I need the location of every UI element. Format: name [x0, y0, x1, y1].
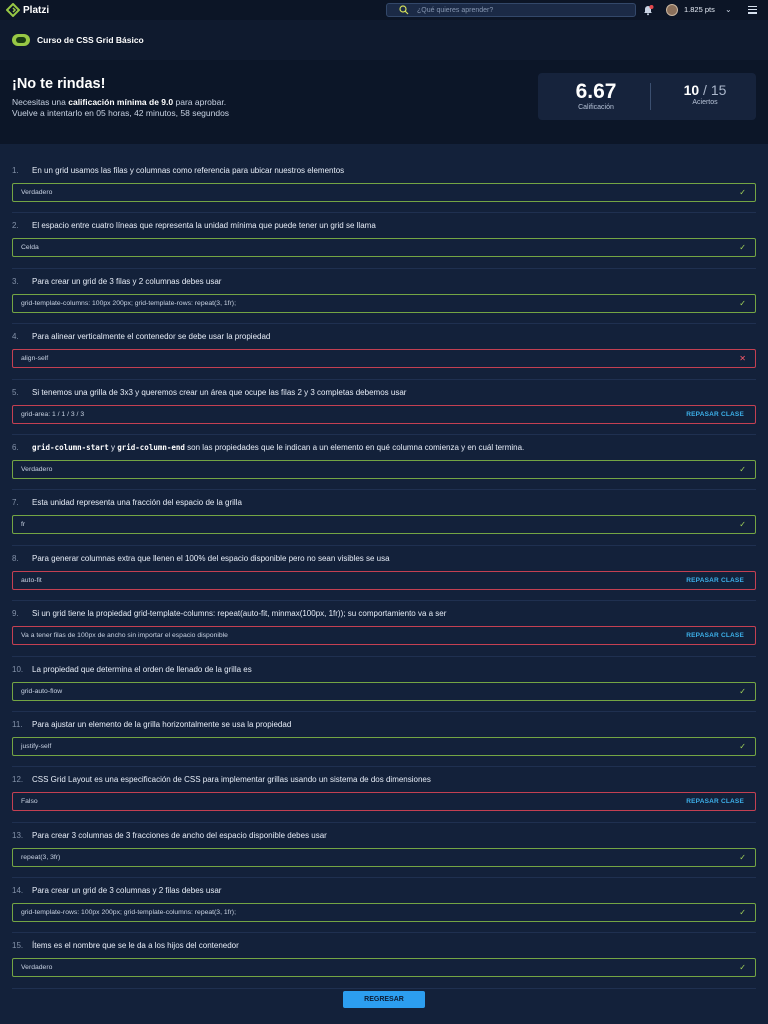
check-icon: ✓	[739, 243, 746, 253]
question-text: 8. Para generar columnas extra que llenen el 100% del espacio disponible pero no sean visibles se usa	[12, 553, 390, 563]
question-number: 14.	[12, 886, 24, 896]
search-icon	[399, 5, 409, 15]
question-number: 15.	[12, 941, 24, 951]
question-number: 2.	[12, 221, 19, 231]
answer-text: Va a tener filas de 100px de ancho sin importar el espacio disponible	[21, 632, 228, 640]
points-display: 1.825 pts	[684, 5, 715, 14]
score-divider	[650, 83, 651, 110]
review-class-link[interactable]: REPASAR CLASE	[686, 576, 744, 584]
check-icon: ✓	[739, 520, 746, 530]
score-card	[538, 73, 756, 120]
question-list	[12, 158, 756, 989]
question-item	[12, 712, 756, 767]
logo-text: Platzi	[23, 4, 50, 16]
question-item	[12, 324, 756, 379]
avatar[interactable]	[666, 4, 678, 16]
question-text: 5. Si tenemos una grilla de 3x3 y queremos crear un área que ocupe las filas 2 y 3 completas debemos usar	[12, 387, 407, 397]
top-navbar	[0, 0, 768, 20]
answer-text: Verdadero	[21, 964, 53, 972]
question-item	[12, 380, 756, 435]
back-button[interactable]: REGRESAR	[343, 991, 425, 1008]
answer-text: grid-auto-flow	[21, 687, 63, 695]
check-icon: ✓	[739, 686, 746, 696]
question-number: 13.	[12, 830, 24, 840]
question-text: 1. En un grid usamos las filas y columnas como referencia para ubicar nuestros elementos	[12, 166, 345, 175]
check-icon: ✓	[739, 741, 746, 751]
notification-bell-icon[interactable]	[642, 4, 654, 16]
question-number: 12.	[12, 775, 24, 785]
check-icon: ✓	[739, 464, 746, 474]
answer-text: fr	[21, 521, 26, 529]
question-number: 5.	[12, 387, 19, 397]
question-text: 11. Para ajustar un elemento de la grilla horizontalmente se usa la propiedad	[12, 719, 292, 729]
answer-box	[12, 294, 756, 313]
check-icon: ✓	[739, 963, 746, 973]
answer-box	[12, 792, 756, 811]
course-title[interactable]: Curso de CSS Grid Básico	[37, 35, 144, 45]
question-number: 1.	[12, 166, 19, 175]
inline-code: grid-column-start	[32, 442, 109, 452]
answer-text: align-self	[21, 355, 49, 363]
question-number: 9.	[12, 609, 19, 619]
question-text: 13. Para crear 3 columnas de 3 fracciones de ancho del espacio disponible debes usar	[12, 830, 327, 840]
answer-box	[12, 958, 756, 977]
answer-text: grid-template-columns: 100px 200px; grid-template-rows: repeat(3, 1fr);	[21, 299, 236, 307]
question-text: 3. Para crear un grid de 3 filas y 2 columnas debes usar	[12, 276, 222, 286]
question-number: 11.	[12, 719, 23, 729]
question-number: 10.	[12, 664, 24, 674]
check-icon: ✓	[739, 188, 746, 197]
question-text: 7. Esta unidad representa una fracción del espacio de la grilla	[12, 498, 242, 508]
question-text: 2. El espacio entre cuatro líneas que representa la unidad mínima que puede tener un grid se llama	[12, 221, 376, 231]
question-item	[12, 601, 756, 656]
grade-label: Calificación	[578, 104, 614, 111]
question-number: 7.	[12, 498, 19, 508]
answer-box	[12, 737, 756, 756]
answer-text: Verdadero	[21, 465, 53, 473]
question-item	[12, 546, 756, 601]
answer-box	[12, 626, 756, 645]
question-item	[12, 767, 756, 822]
question-item	[12, 269, 756, 324]
question-text: 14. Para crear un grid de 3 columnas y 2 filas debes usar	[12, 886, 222, 896]
review-class-link[interactable]: REPASAR CLASE	[686, 632, 744, 640]
grade-value: 6.67	[575, 80, 617, 103]
question-number: 3.	[12, 276, 19, 286]
answer-box	[12, 460, 756, 479]
question-item	[12, 213, 756, 268]
course-header	[0, 20, 768, 60]
result-title: ¡No te rindas!	[12, 76, 106, 92]
result-banner	[0, 60, 768, 144]
answer-text: grid-area: 1 / 1 / 3 / 3	[21, 410, 85, 418]
answer-text: Celda	[21, 244, 39, 252]
question-text: 6. grid-column-start y grid-column-end son las propiedades que le indican a un elemento en qué columna comienza y en cuál termina.	[12, 442, 525, 452]
question-item	[12, 878, 756, 933]
question-number: 8.	[12, 553, 19, 563]
correct-label: Aciertos	[692, 99, 718, 106]
question-text: 9. Si un grid tiene la propiedad grid-template-columns: repeat(auto-fit, minmax(100px, 1fr)); su comportamiento va a ser	[12, 609, 447, 619]
close-icon: ✕	[739, 354, 746, 364]
review-class-link[interactable]: REPASAR CLASE	[686, 798, 744, 806]
check-icon: ✓	[739, 298, 746, 308]
review-class-link[interactable]: REPASAR CLASE	[686, 410, 744, 418]
answer-text: Verdadero	[21, 189, 53, 196]
question-text: 15. Ítems es el nombre que se le da a los hijos del contenedor	[12, 941, 239, 951]
check-icon: ✓	[739, 908, 746, 918]
question-item	[12, 490, 756, 545]
question-item	[12, 823, 756, 878]
answer-box	[12, 515, 756, 534]
answer-box	[12, 903, 756, 922]
answer-text: Falso	[21, 798, 38, 806]
question-number: 6.	[12, 442, 19, 452]
correct-count: 10 / 15	[683, 82, 727, 98]
retry-countdown: Vuelve a intentarlo en 05 horas, 42 minutos, 58 segundos	[12, 108, 230, 118]
question-item	[12, 933, 756, 988]
question-item	[12, 435, 756, 490]
question-text: 12. CSS Grid Layout es una especificación de CSS para implementar grillas usando un sistema de dos dimensiones	[12, 775, 431, 785]
answer-box	[12, 682, 756, 701]
question-item	[12, 158, 756, 213]
answer-box	[12, 848, 756, 867]
inline-code: grid-column-end	[117, 442, 185, 452]
answer-text: justify-self	[21, 742, 52, 750]
question-text: 10. La propiedad que determina el orden de llenado de la grilla es	[12, 664, 252, 674]
search-bar[interactable]	[386, 3, 636, 17]
answer-text: repeat(3, 3fr)	[21, 853, 61, 861]
platzi-logo-icon	[6, 3, 20, 17]
hamburger-menu-icon[interactable]	[748, 6, 757, 14]
answer-box	[12, 183, 756, 202]
search-input[interactable]: ¿Qué quieres aprender?	[417, 6, 494, 14]
answer-box	[12, 349, 756, 368]
min-grade-text: Necesitas una calificación mínima de 9.0 para aprobar.	[12, 97, 227, 107]
css-grid-course-badge-icon	[12, 34, 30, 46]
question-number: 4.	[12, 332, 19, 342]
answer-text: auto-fit	[21, 576, 42, 584]
answer-box	[12, 238, 756, 257]
answer-box	[12, 405, 756, 424]
platzi-logo[interactable]	[6, 3, 49, 17]
answer-text: grid-template-rows: 100px 200px; grid-template-columns: repeat(3, 1fr);	[21, 909, 236, 917]
check-icon: ✓	[739, 852, 746, 862]
question-item	[12, 657, 756, 712]
chevron-down-icon[interactable]: ⌄	[725, 5, 732, 14]
question-text: 4. Para alinear verticalmente el contenedor se debe usar la propiedad	[12, 332, 271, 342]
answer-box	[12, 571, 756, 590]
